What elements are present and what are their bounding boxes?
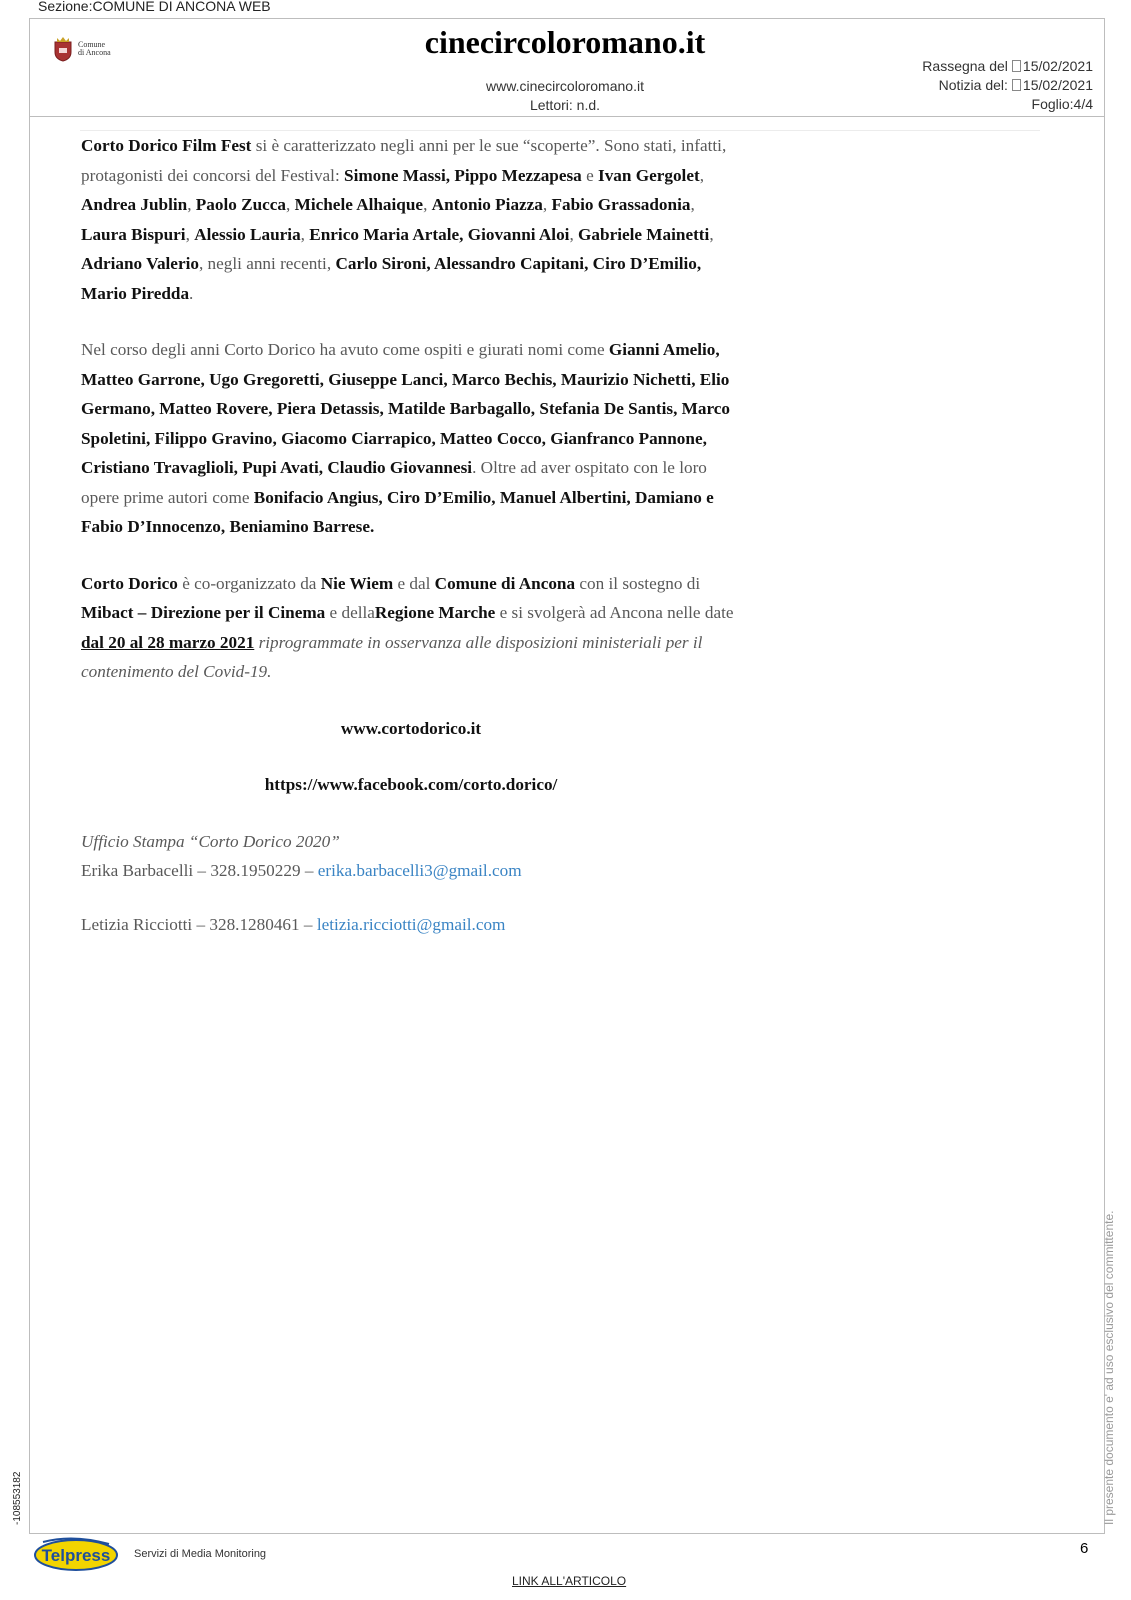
page-number: 6 bbox=[1080, 1540, 1089, 1557]
comune-logo bbox=[52, 36, 111, 62]
readers-count: Lettori: n.d. bbox=[529, 97, 601, 113]
coat-of-arms-icon bbox=[52, 36, 74, 62]
article-body bbox=[81, 131, 741, 939]
press-office: Ufficio Stampa “Corto Dorico 2020” bbox=[81, 831, 340, 851]
contact-erika: Erika Barbacelli – 328.1950229 – erika.barbacelli3@gmail.com bbox=[81, 861, 522, 880]
usage-notice: Il presente documento e' ad uso esclusivo del committente. bbox=[1102, 1210, 1116, 1525]
website-link[interactable]: www.cortodorico.it bbox=[340, 718, 482, 738]
email-link-erika[interactable]: erika.barbacelli3@gmail.com bbox=[317, 861, 522, 880]
telpress-logo bbox=[33, 1536, 119, 1572]
telpress-logo-icon bbox=[33, 1536, 119, 1572]
paragraph-1: Corto Dorico Film Fest si è caratterizzato negli anni per le sue “scoperte”. Sono stati, infatti, protagonisti dei concorsi del Festival: Simone Massi, Pippo Mezzapesa e Ivan Gergolet, Andrea Jublin, Paolo Zucca, Michele Alhaique, Antonio Piazza, Fabio Grassadonia, Laura Bispuri, Alessio Lauria, Enrico Maria Artale, Giovanni Aloi, Gabriele Mainetti, Adriano Valerio, negli anni recenti, Carlo Sironi, Alessandro Capitani, Ciro D’Emilio, Mario Piredda. bbox=[81, 136, 727, 303]
header-divider bbox=[29, 116, 1105, 117]
contact-letizia: Letizia Ricciotti – 328.1280461 – letizia.ricciotti@gmail.com bbox=[81, 914, 506, 934]
telpress-tagline: Servizi di Media Monitoring bbox=[134, 1548, 267, 1560]
meta-info bbox=[922, 57, 1093, 114]
site-url: www.cinecircoloromano.it bbox=[486, 78, 644, 94]
logo-line-1: Comune bbox=[78, 40, 106, 49]
paragraph-2: Nel corso degli anni Corto Dorico ha avuto come ospiti e giurati nomi come Gianni Amelio, Matteo Garrone, Ugo Gregoretti, Giuseppe Lanci, Marco Bechis, Maurizio Nichetti, Elio Germano, Matteo Rovere, Piera Detassis, Matilde Barbagallo, Stefania De Santis, Marco Spoletini, Filippo Gravino, Giacomo Ciarrapico, Matteo Cocco, Gianfranco Pannone, Cristiano Travaglioli, Pupi Avati, Claudio Giovannesi. Oltre ad aver ospitato con le loro opere prime autori come Bonifacio Angius, Ciro D’Emilio, Manuel Albertini, Damiano e Fabio D’Innocenzo, Beniamino Barrese. bbox=[81, 340, 731, 536]
telpress-logo-text: Telpress bbox=[41, 1546, 111, 1565]
notizia-line: Notizia del: 15/02/2021 bbox=[938, 77, 1093, 93]
rassegna-line: Rassegna del 15/02/2021 bbox=[922, 58, 1093, 74]
checkbox-icon bbox=[1012, 79, 1021, 91]
checkbox-icon bbox=[1012, 60, 1021, 72]
logo-line-2: di Ancona bbox=[78, 48, 111, 57]
foglio-line: Foglio:4/4 bbox=[1031, 96, 1093, 112]
facebook-link[interactable]: https://www.facebook.com/corto.dorico/ bbox=[264, 775, 558, 794]
section-label: Sezione:COMUNE DI ANCONA WEB bbox=[38, 0, 271, 14]
link-to-article[interactable]: LINK ALL'ARTICOLO bbox=[512, 1574, 627, 1588]
document-code: -108553182 bbox=[12, 1471, 23, 1525]
masthead-title: cinecircoloromano.it bbox=[424, 24, 706, 60]
paragraph-3: Corto Dorico è co-organizzato da Nie Wiem e dal Comune di Ancona con il sostegno di Mibact – Direzione per il Cinema e dellaRegione Marche e si svolgerà ad Ancona nelle date dal 20 al 28 marzo 2021 riprogrammate in osservanza alle disposizioni ministeriali per il contenimento del Covid-19. bbox=[81, 573, 734, 681]
email-link-letizia[interactable]: letizia.ricciotti@gmail.com bbox=[316, 914, 506, 934]
